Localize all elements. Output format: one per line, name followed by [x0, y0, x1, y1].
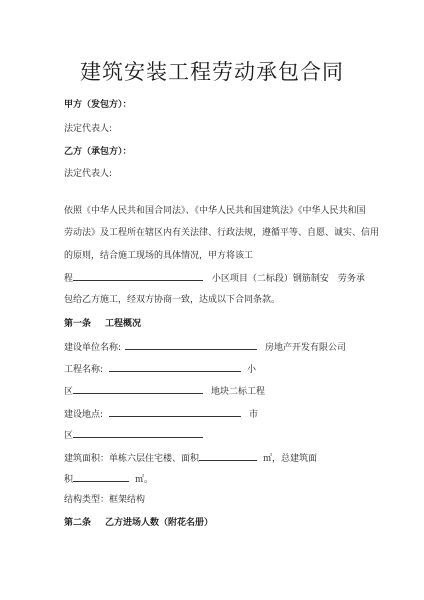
area-line-2-start: 积	[64, 475, 74, 485]
district-start: 区	[64, 387, 74, 397]
intro-line-4	[64, 271, 365, 285]
district-blank	[73, 384, 203, 394]
site-district-blank	[73, 428, 203, 438]
article-2-heading	[64, 517, 213, 529]
article-1-title: 工程概况	[105, 319, 142, 329]
intro-line-4-end: 小区项目（二标段）钢筋制安 劳务承	[211, 274, 365, 284]
intro-line-2: 劳动法》及工程所在辖区内有关法律、行政法规，遵循平等、自愿、诚实、信用	[64, 228, 380, 238]
builder-blank	[125, 340, 257, 350]
contract-title: 建筑安装工程劳动承包合同	[80, 60, 344, 84]
intro-line-5: 包给乙方施工，经双方协商一致，达成以下合同条款。	[64, 295, 281, 305]
district-line	[64, 384, 265, 398]
project-label: 工程名称:	[64, 365, 104, 375]
project-blank	[109, 362, 241, 372]
site-blank	[109, 407, 241, 417]
party-a-representative-label: 法定代表人:	[64, 124, 113, 134]
site-line-2	[64, 428, 203, 442]
structure-line: 结构类型：框架结构	[64, 495, 146, 505]
site-label: 建设地点:	[64, 410, 104, 420]
area-unit-1: ㎡，总建筑面	[263, 454, 318, 464]
intro-line-1: 依照《中华人民共和国合同法》、《中华人民共和国建筑法》《中华人民共和国	[64, 206, 366, 216]
intro-line-3: 的原则，结合施工现场的具体情况，甲方将该工	[64, 251, 254, 261]
intro-line-4-start: 程	[64, 274, 74, 284]
project-suffix: 小	[247, 365, 257, 375]
party-b-label: 乙方（承包方）：	[64, 147, 132, 157]
district-suffix: 地块二标工程	[211, 387, 266, 397]
area-line-1	[64, 451, 317, 465]
party-b-representative-label: 法定代表人:	[64, 169, 113, 179]
area-blank-2	[73, 472, 129, 482]
area-unit-2: ㎡。	[135, 475, 154, 485]
project-name-blank	[73, 271, 203, 281]
party-a-label: 甲方（发包方）：	[64, 100, 132, 110]
article-1-number: 第一条	[64, 319, 92, 329]
builder-suffix: 房地产开发有限公司	[265, 343, 347, 353]
site-line-2-start: 区	[64, 431, 74, 441]
article-2-number: 第二条	[64, 518, 92, 528]
area-blank-1	[199, 451, 257, 461]
area-text: 建筑面积：单栋六层住宅楼、面积	[64, 454, 200, 464]
site-suffix: 市	[249, 410, 259, 420]
project-line	[64, 362, 256, 376]
area-line-2	[64, 472, 153, 486]
builder-label: 建设单位名称:	[64, 343, 122, 353]
site-line	[64, 407, 258, 421]
article-2-title: 乙方进场人数（附花名册）	[105, 518, 214, 528]
article-1-heading	[64, 318, 141, 330]
builder-line	[64, 340, 346, 354]
